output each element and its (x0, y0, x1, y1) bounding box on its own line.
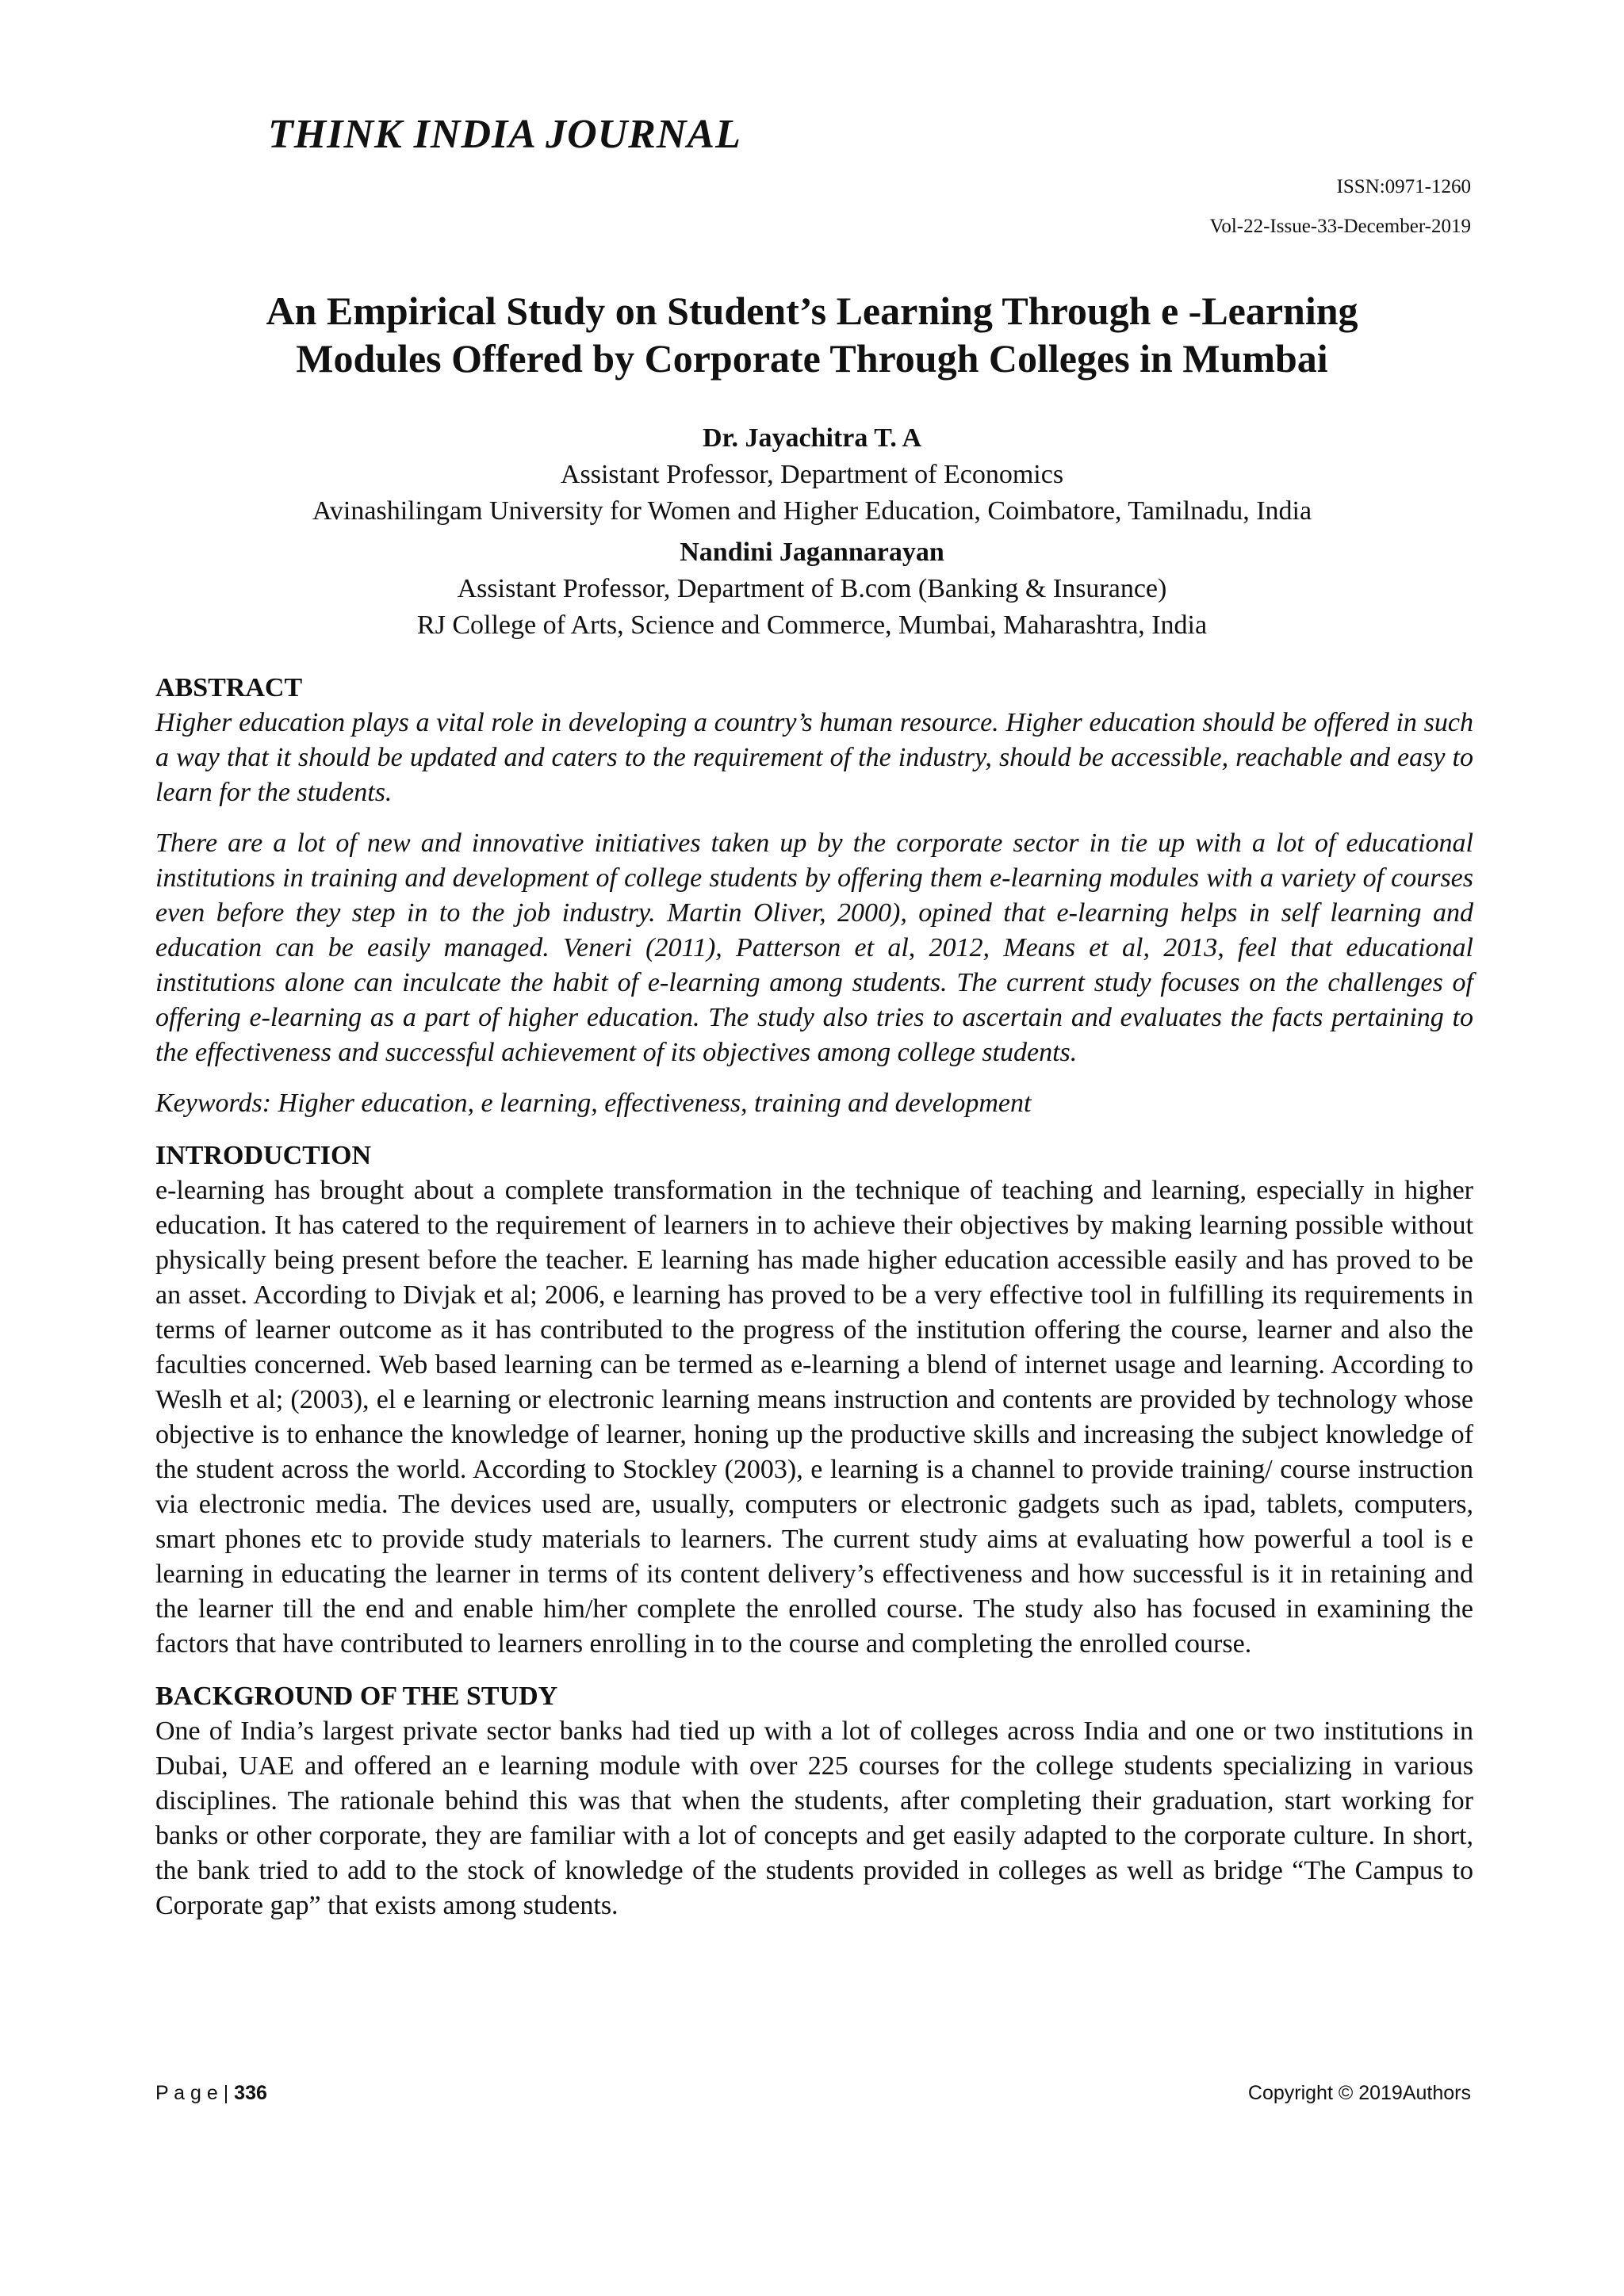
abstract-heading: ABSTRACT (155, 673, 303, 702)
copyright-notice: Copyright © 2019Authors (1247, 2082, 1471, 2104)
author-position: Assistant Professor, Department of B.com (Banking & Insurance) (457, 574, 1167, 603)
author-block (127, 420, 1497, 644)
paper-title-line1: An Empirical Study on Student’s Learning Through e -Learning (266, 289, 1358, 333)
abstract-section (155, 671, 1473, 1121)
page-number: 336 (234, 2082, 267, 2104)
background-heading: BACKGROUND OF THE STUDY (155, 1682, 558, 1711)
author-position: Assistant Professor, Department of Economics (560, 460, 1064, 489)
background-section (155, 1679, 1473, 1923)
author-affiliation: RJ College of Arts, Science and Commerce, Mumbai, Maharashtra, India (416, 610, 1208, 640)
issn-number: ISSN:0971-1260 (1336, 176, 1471, 197)
keywords: Keywords: Higher education, e learning, effectiveness, training and development (155, 1089, 1032, 1118)
paper-title-line2: Modules Offered by Corporate Through Colleges in Mumbai (296, 336, 1328, 381)
author-name: Nandini Jagannarayan (680, 538, 944, 567)
page-label: P a g e | (155, 2082, 229, 2104)
introduction-heading: INTRODUCTION (155, 1141, 372, 1170)
paper-body (155, 671, 1473, 1923)
introduction-section (155, 1138, 1473, 1662)
author-affiliation: Avinashilingam University for Women and Higher Education, Coimbatore, Tamilnadu, India (312, 496, 1312, 526)
introduction-paragraph: e-learning has brought about a complete transformation in the technique of teaching and learning, especially in higher education. It has catered to the requirement of learners in to achieve their objectives by making learning possible without physically being present before the teacher. E learning has made higher education accessible easily and has proved to be an asset. According to Divjak et al; 2006, e learning has proved to be a very effective tool in fulfilling its requirements in terms of learner outcome as it has contributed to the progress of the institution offering the course, learner and also the faculties concerned. Web based learning can be termed as e-learning a blend of internet usage and learning. According to Weslh et al; (2003), el e learning or electronic learning means instruction and contents are provided by technology whose objective is to enhance the knowledge of learner, honing up the productive skills and increasing the subject knowledge of the student across the world. According to Stockley (2003), e learning is a channel to provide training/ course instruction via electronic media. The devices used are, usually, computers or electronic gadgets such as ipad, tablets, computers, smart phones etc to provide study materials to learners. The current study aims at evaluating how powerful a tool is e learning in educating the learner in terms of its content delivery’s effectiveness and how successful is it in retaining and the learner till the end and enable him/her complete the enrolled course. The study also has focused in examining the factors that have contributed to learners enrolling in to the course and completing the enrolled course. (155, 1176, 1473, 1659)
author-name: Dr. Jayachitra T. A (702, 423, 922, 453)
paper-title (127, 287, 1497, 382)
page-footer-left (155, 2082, 267, 2105)
volume-issue: Vol-22-Issue-33-December-2019 (1209, 216, 1471, 237)
background-paragraph: One of India’s largest private sector banks had tied up with a lot of colleges across India and one or two institutions in Dubai, UAE and offered an e learning module with over 225 courses for the college students specializing in various disciplines. The rationale behind this was that when the students, after completing their graduation, start working for banks or other corporate, they are familiar with a lot of concepts and get easily adapted to the corporate culture. In short, the bank tried to add to the stock of knowledge of the students provided in colleges as well as bridge “The Campus to Corporate gap” that exists among students. (155, 1716, 1473, 1920)
journal-name: THINK INDIA JOURNAL (268, 112, 741, 157)
abstract-paragraph: Higher education plays a vital role in developing a country’s human resource. Higher education should be offered in such a way that it should be updated and caters to the requirement of the industry, should be accessible, reachable and easy to learn for the students. (155, 708, 1473, 807)
abstract-paragraph: There are a lot of new and innovative initiatives taken up by the corporate sector in tie up with a lot of educational institutions in training and development of college students by offering them e-learning modules with a variety of courses even before they step in to the job industry. Martin Oliver, 2000), opined that e-learning helps in self learning and education can be easily managed. Veneri (2011), Patterson et al, 2012, Means et al, 2013, feel that educational institutions alone can inculcate the habit of e-learning among students. The current study focuses on the challenges of offering e-learning as a part of higher education. The study also tries to ascertain and evaluates the facts pertaining to the effectiveness and successful achievement of its objectives among college students. (155, 828, 1473, 1067)
